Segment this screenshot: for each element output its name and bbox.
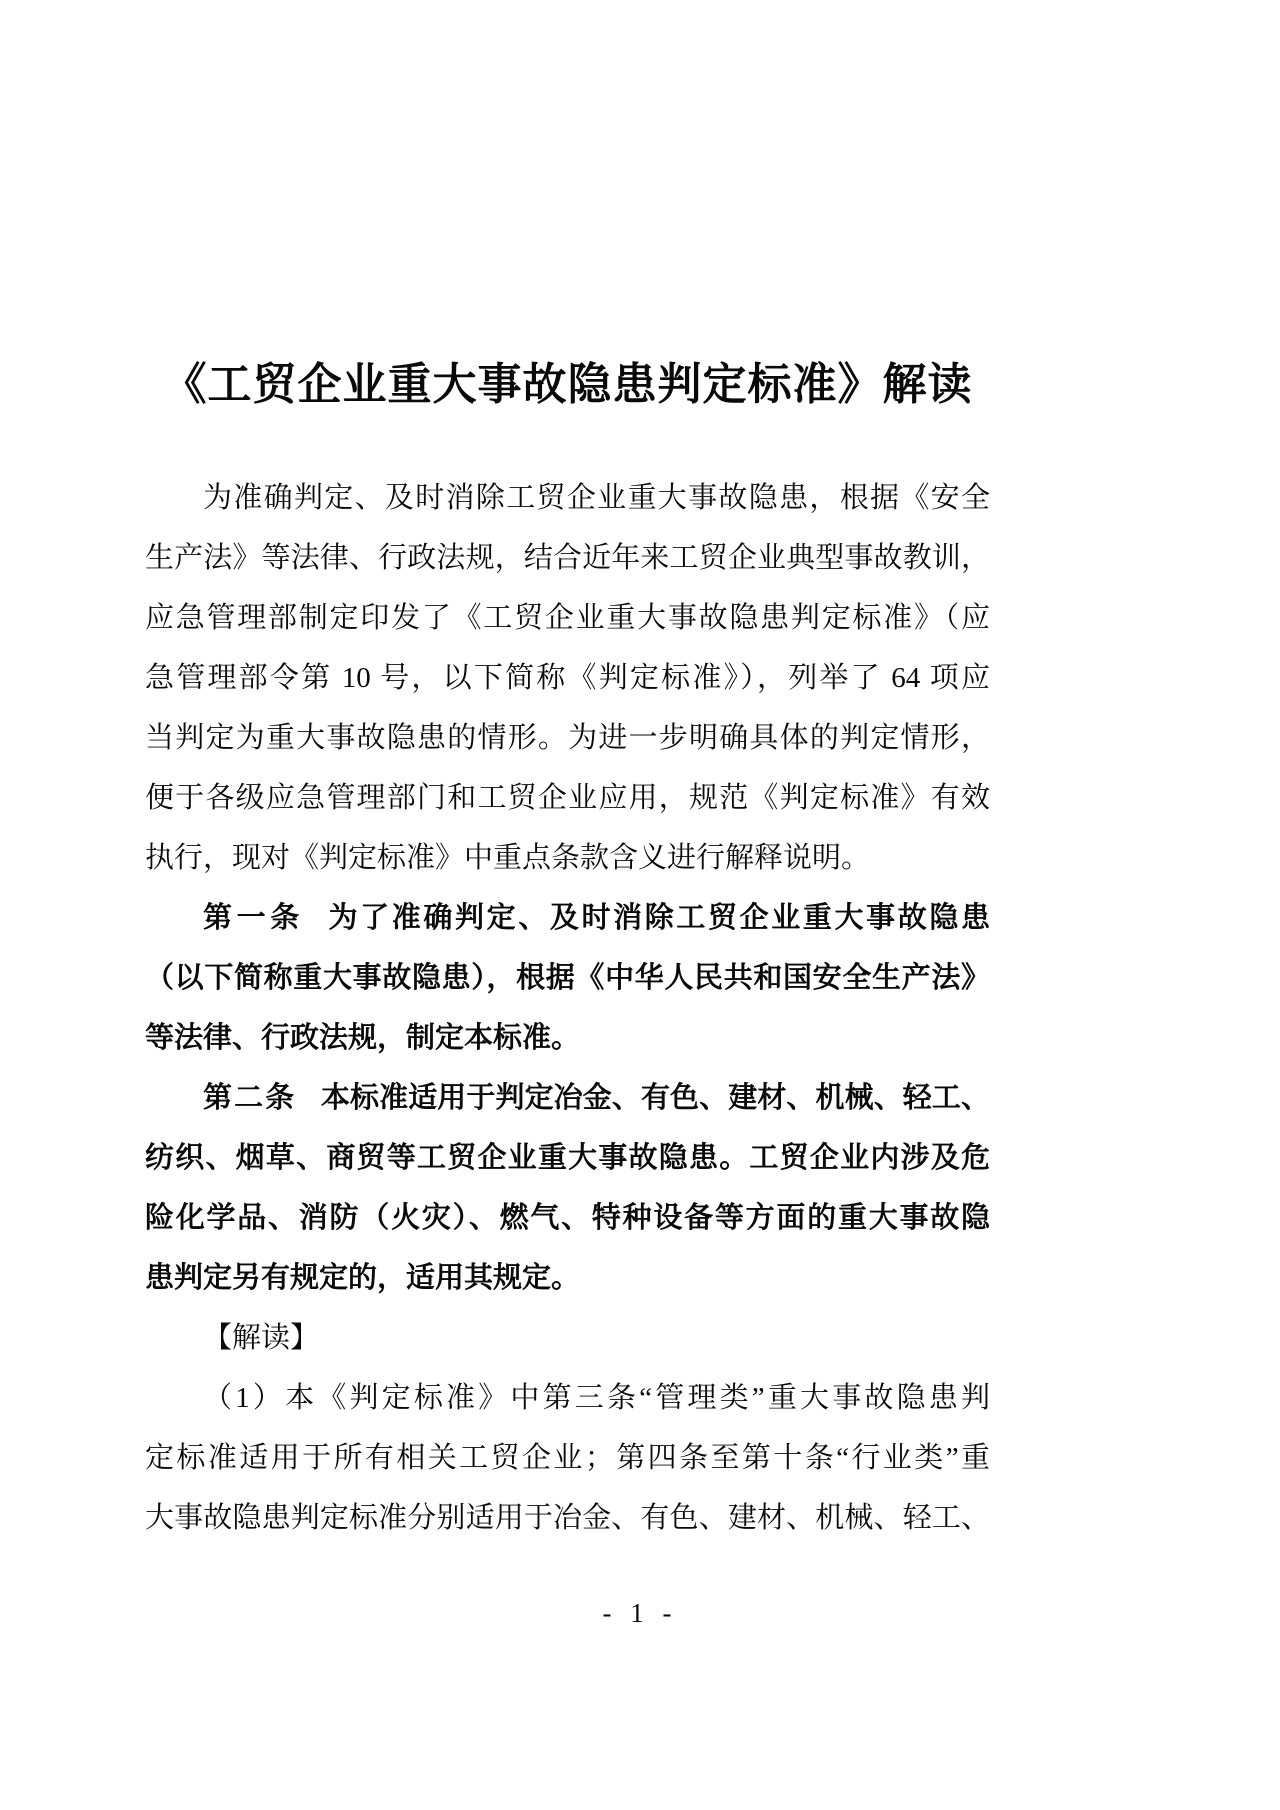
document-body xyxy=(145,468,990,1548)
article-2-line-3: 险化学品、消防（火灾）、燃气、特种设备等方面的重大事故隐 xyxy=(145,1202,990,1234)
document-title: 《工贸企业重大事故隐患判定标准》解读 xyxy=(162,360,973,409)
item-1-line-1: （1）本《判定标准》中第三条“管理类”重大事故隐患判 xyxy=(203,1382,990,1414)
article-2-first-line xyxy=(145,1068,990,1128)
item-1-line-2: 定标准适用于所有相关工贸企业；第四条至第十条“行业类”重 xyxy=(145,1442,990,1474)
item-1-line-3: 大事故隐患判定标准分别适用于冶金、有色、建材、机械、轻工、 xyxy=(145,1502,990,1534)
intro-line-6: 便于各级应急管理部门和工贸企业应用，规范《判定标准》有效 xyxy=(145,782,990,814)
intro-line-4: 急管理部令第 10 号，以下简称《判定标准》），列举了 64 项应 xyxy=(145,662,990,694)
intro-line-2: 生产法》等法律、行政法规，结合近年来工贸企业典型事故教训， xyxy=(145,542,990,574)
article-1-first-text: 为了准确判定、及时消除工贸企业重大事故隐患 xyxy=(328,902,990,934)
article-2-line-4: 患判定另有规定的，适用其规定。 xyxy=(145,1262,581,1294)
intro-line-1: 为准确判定、及时消除工贸企业重大事故隐患，根据《安全 xyxy=(203,482,990,514)
article-1-first-line xyxy=(145,888,990,948)
article-2-line-2: 纺织、烟草、商贸等工贸企业重大事故隐患。工贸企业内涉及危 xyxy=(145,1142,990,1174)
article-2-number: 第二条 xyxy=(203,1082,297,1114)
intro-line-7: 执行，现对《判定标准》中重点条款含义进行解释说明。 xyxy=(145,842,871,874)
jiedu-label: 【解读】 xyxy=(203,1322,320,1354)
article-1-line-3: 等法律、行政法规，制定本标准。 xyxy=(145,1022,581,1054)
intro-line-5: 当判定为重大事故隐患的情形。为进一步明确具体的判定情形， xyxy=(145,722,990,754)
page-number: - 1 - xyxy=(602,1598,678,1628)
intro-line-3: 应急管理部制定印发了《工贸企业重大事故隐患判定标准》（应 xyxy=(145,602,990,634)
article-2-first-text: 本标准适用于判定冶金、有色、建材、机械、轻工、 xyxy=(320,1082,990,1114)
article-1-line-2: （以下简称重大事故隐患），根据《中华人民共和国安全生产法》 xyxy=(145,962,990,994)
article-1-number: 第一条 xyxy=(203,902,304,934)
